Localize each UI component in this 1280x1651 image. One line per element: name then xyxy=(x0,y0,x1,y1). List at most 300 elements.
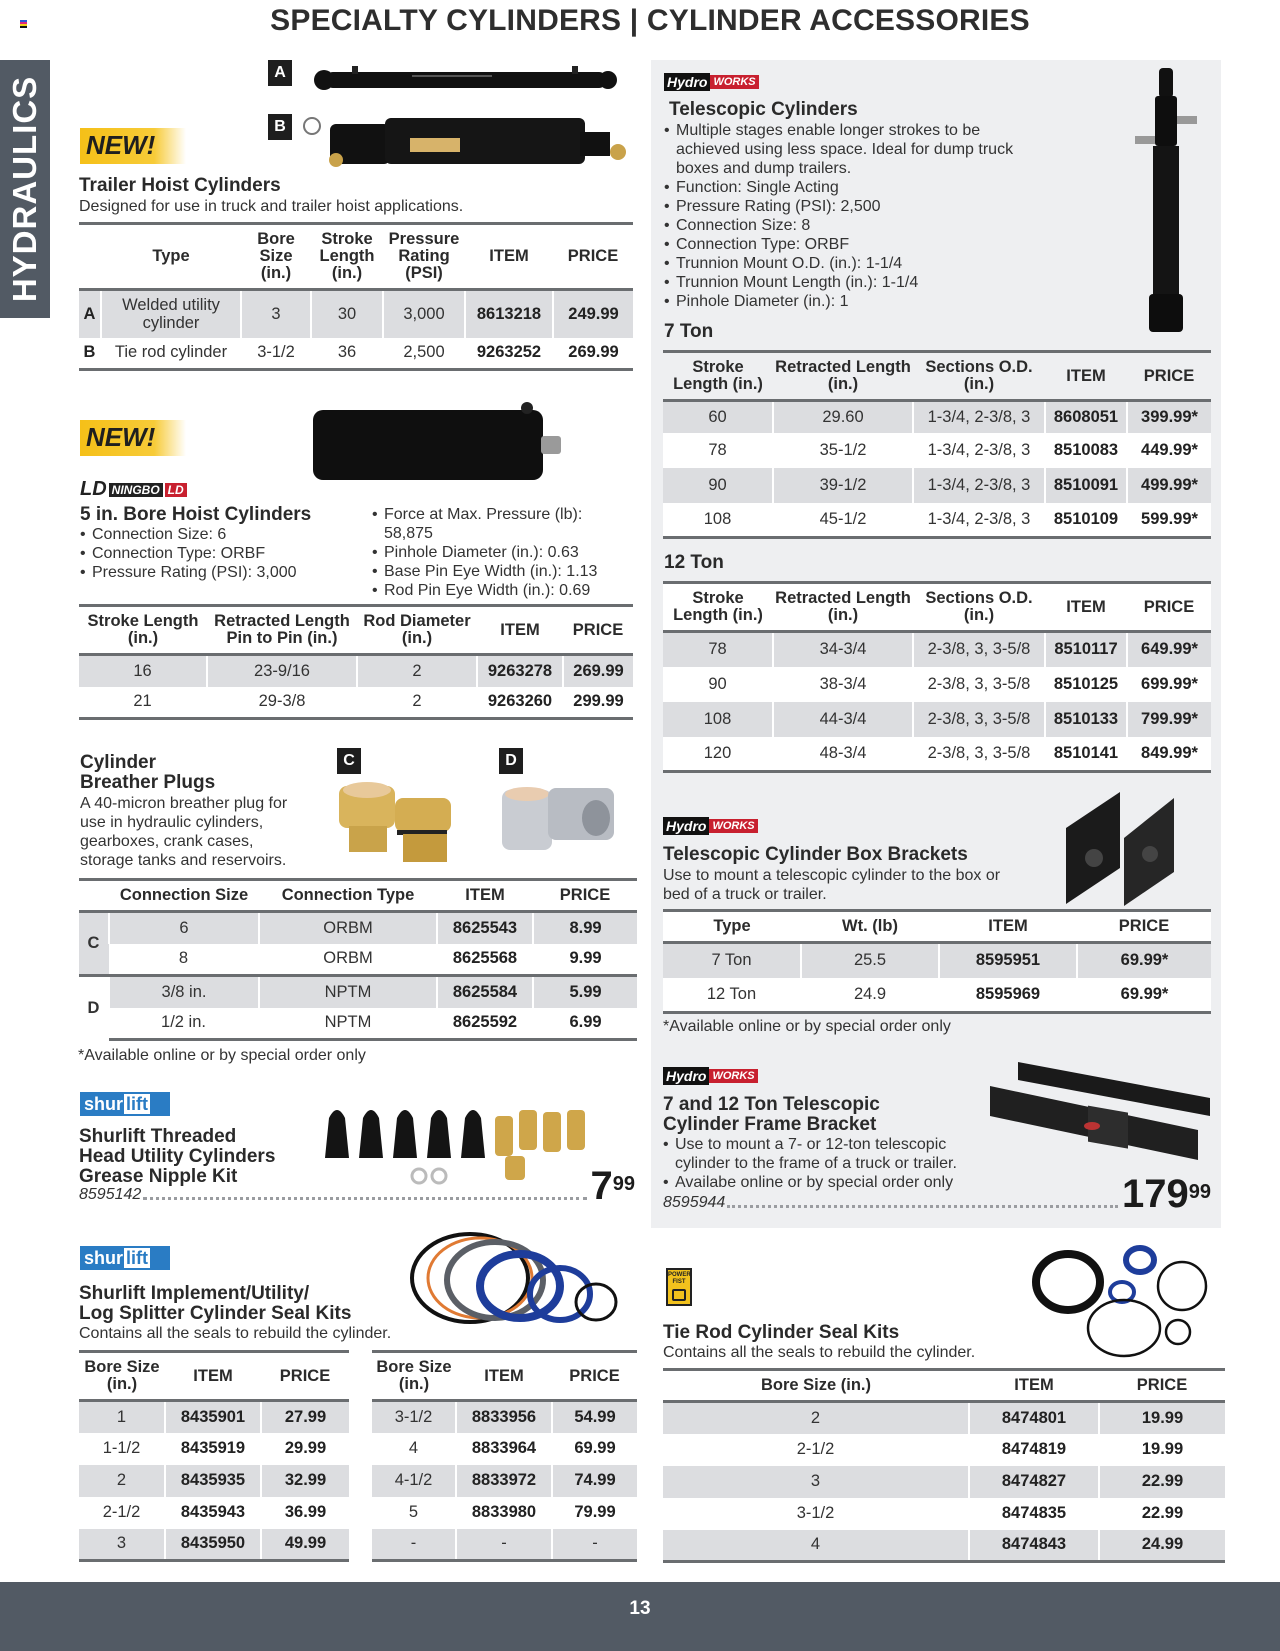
spec-item: • Function: Single Acting xyxy=(664,178,1064,197)
spec-item: • Pinhole Diameter (in.): 0.63 xyxy=(372,543,632,562)
special-order-note: *Available online or by special order only xyxy=(663,1018,951,1035)
cell-stroke: 36 xyxy=(311,338,383,370)
cell-bore: 4 xyxy=(663,1530,969,1562)
table-row xyxy=(79,1433,349,1465)
cell-bore: 3-1/2 xyxy=(796,1504,835,1522)
grease-kit-item-number: 8595142 xyxy=(79,1186,142,1203)
row-label: B xyxy=(79,338,101,370)
price-whole: 179 xyxy=(1122,1172,1189,1216)
cell-price: 499.99* xyxy=(1127,468,1211,503)
twelve-ton-heading: 12 Ton xyxy=(664,552,724,573)
table-row xyxy=(79,655,633,687)
cell-size: 3/8 in. xyxy=(109,976,259,1008)
cell-retracted: 45-1/2 xyxy=(773,503,913,538)
col-header-retracted: Retracted Length (in.) xyxy=(773,352,913,401)
cell-price: 36.99 xyxy=(261,1497,349,1529)
cell-type: NPTM xyxy=(259,976,437,1008)
image-label-c: C xyxy=(337,748,361,774)
col-header-price: PRICE xyxy=(1127,352,1211,401)
section-tab xyxy=(0,60,50,318)
col-header-retracted: Retracted Length (in.) xyxy=(773,583,913,632)
cell-retracted: 38-3/4 xyxy=(773,667,913,702)
cell-item: 8595951 xyxy=(939,943,1077,978)
table-row xyxy=(79,338,633,370)
cell-item: 8474819 xyxy=(969,1434,1099,1466)
col-header-sections: Sections O.D. (in.) xyxy=(913,352,1045,401)
cell-price: 799.99* xyxy=(1127,702,1211,737)
cell-item: 8435935 xyxy=(165,1465,261,1497)
telescopic-7-ton-table xyxy=(663,350,1211,539)
spec-item: • Force at Max. Pressure (lb): 58,875 xyxy=(372,505,632,543)
table-row xyxy=(79,1401,349,1433)
bore-hoist-specs-right xyxy=(372,505,632,600)
cell-item: 8595969 xyxy=(939,978,1077,1013)
col-header-item: ITEM xyxy=(1045,583,1127,632)
table-row xyxy=(663,503,1211,538)
hydroworks-logo-part2: WORKS xyxy=(709,1069,757,1083)
cell-price: 649.99* xyxy=(1127,632,1211,667)
cell-size: 6 xyxy=(109,912,259,944)
col-header-item: ITEM xyxy=(939,911,1077,943)
hydroworks-logo xyxy=(663,816,758,836)
cell-item: 8474843 xyxy=(969,1530,1099,1562)
grease-kit-title-line2: Head Utility Cylinders xyxy=(79,1146,276,1167)
table-row xyxy=(79,912,637,944)
cell-type: 7 Ton xyxy=(663,943,801,978)
welded-cylinder-image xyxy=(312,62,617,96)
cell-item: 8510125 xyxy=(1045,667,1127,702)
shurlift-logo xyxy=(80,1092,170,1116)
cell-price: 6.99 xyxy=(533,1008,637,1040)
tie-rod-seal-description: Contains all the seals to rebuild the cylinder. xyxy=(663,1344,976,1361)
cell-stroke: 21 xyxy=(79,687,207,719)
hydroworks-logo xyxy=(663,1066,758,1086)
cell-rod: 2 xyxy=(357,655,477,687)
frame-bracket-title-line2: Cylinder Frame Bracket xyxy=(663,1114,877,1135)
cell-sections: 2-3/8, 3, 3-5/8 xyxy=(913,702,1045,737)
table-row xyxy=(372,1529,637,1561)
col-header-item: ITEM xyxy=(456,1352,552,1401)
cell-retracted: 29.60 xyxy=(773,401,913,433)
hydroworks-logo xyxy=(664,72,759,92)
cell-price: 29.99 xyxy=(261,1433,349,1465)
image-label-b: B xyxy=(268,114,292,140)
col-header-connection-type: Connection Type xyxy=(259,880,437,912)
group-label-c: C xyxy=(79,912,109,976)
spec-item: • Trunnion Mount Length (in.): 1-1/4 xyxy=(664,273,1064,292)
cell-stroke: 90 xyxy=(663,468,773,503)
cell-price: 449.99* xyxy=(1127,433,1211,468)
seal-kit-title-line1: Shurlift Implement/Utility/ xyxy=(79,1283,310,1304)
cell-retracted: 35-1/2 xyxy=(773,433,913,468)
ld-name: NINGBO xyxy=(109,483,163,497)
seven-ton-heading: 7 Ton xyxy=(664,321,714,342)
cell-item: 8435950 xyxy=(165,1529,261,1561)
trailer-hoist-table xyxy=(79,222,633,371)
cell-price: 19.99 xyxy=(1099,1434,1225,1466)
cell-price: 49.99 xyxy=(261,1529,349,1561)
box-brackets-title: Telescopic Cylinder Box Brackets xyxy=(663,844,968,865)
power-fist-logo xyxy=(666,1268,692,1306)
col-header-price: PRICE xyxy=(1127,583,1211,632)
cell-item: 8510141 xyxy=(1045,737,1127,772)
col-header-weight: Wt. (lb) xyxy=(801,911,939,943)
table-row xyxy=(663,1402,1225,1434)
table-row xyxy=(663,1434,1225,1466)
table-row xyxy=(79,1008,637,1040)
frame-bracket-item-number: 8595944 xyxy=(663,1194,726,1211)
cell-stroke: 78 xyxy=(663,433,773,468)
cell-bore: 2 xyxy=(663,1402,969,1434)
cell-retracted: 48-3/4 xyxy=(773,737,913,772)
grease-kit-title-line1: Shurlift Threaded xyxy=(79,1126,237,1147)
box-bracket-image xyxy=(1062,788,1182,906)
cell-item: 8474835 xyxy=(969,1498,1099,1530)
table-row xyxy=(663,1466,1225,1498)
col-header-item: ITEM xyxy=(1045,352,1127,401)
col-header-item: ITEM xyxy=(969,1370,1099,1402)
seal-kit-image xyxy=(400,1228,630,1328)
cell-retracted: 34-3/4 xyxy=(773,632,913,667)
ningbo-ld-logo xyxy=(80,478,187,501)
cell-bore: 2-1/2 xyxy=(102,1503,141,1521)
leader-dots xyxy=(727,1205,1118,1208)
new-badge: NEW! xyxy=(80,128,186,164)
cell-sections: 1-3/4, 2-3/8, 3 xyxy=(913,503,1045,538)
table-row xyxy=(663,433,1211,468)
cell-item: 9263278 xyxy=(477,655,563,687)
brass-breather-plug-image xyxy=(335,778,475,868)
table-row xyxy=(663,1530,1225,1562)
cell-stroke: 108 xyxy=(663,702,773,737)
cell-bore: 3 xyxy=(79,1529,165,1561)
tie-rod-seal-title: Tie Rod Cylinder Seal Kits xyxy=(663,1322,900,1343)
breather-plugs-table xyxy=(79,878,637,1041)
cell-sections: 1-3/4, 2-3/8, 3 xyxy=(913,433,1045,468)
cell-item: 8435901 xyxy=(165,1401,261,1433)
spec-item: • Connection Type: ORBF xyxy=(664,235,1064,254)
cell-bore: 5 xyxy=(408,1503,419,1521)
cell-price: 79.99 xyxy=(552,1497,637,1529)
grease-kit-price-line xyxy=(79,1164,635,1208)
col-header-bore: Bore Size (in.) xyxy=(663,1370,969,1402)
cell-price: 69.99 xyxy=(552,1433,637,1465)
spec-item: • Trunnion Mount O.D. (in.): 1-1/4 xyxy=(664,254,1064,273)
col-header-bore: Bore Size (in.) xyxy=(241,224,311,290)
bore-hoist-cylinder-image xyxy=(305,402,570,486)
cell-price: - xyxy=(552,1529,637,1561)
table-row xyxy=(79,1465,349,1497)
cell-stroke: 90 xyxy=(663,667,773,702)
cell-price: 27.99 xyxy=(261,1401,349,1433)
cell-item: 8608051 xyxy=(1045,401,1127,433)
cell-sections: 1-3/4, 2-3/8, 3 xyxy=(913,468,1045,503)
col-header-stroke: Stroke Length (in.) xyxy=(663,583,773,632)
spec-item: • Connection Size: 6 xyxy=(80,525,340,544)
cell-size: 1/2 in. xyxy=(109,1008,259,1040)
shurlift-logo-part2: lift xyxy=(126,1248,149,1268)
cell-item: 9263252 xyxy=(465,338,553,370)
cell-item: 8510091 xyxy=(1045,468,1127,503)
cell-item: 8474827 xyxy=(969,1466,1099,1498)
cell-weight: 24.9 xyxy=(801,978,939,1013)
cell-price: 74.99 xyxy=(552,1465,637,1497)
cell-bore: 3 xyxy=(663,1466,969,1498)
section-tab-label: HYDRAULICS xyxy=(6,75,43,303)
tie-rod-seal-kit-image xyxy=(1032,1238,1212,1358)
bore-hoist-title: 5 in. Bore Hoist Cylinders xyxy=(80,504,312,525)
steel-breather-plug-image xyxy=(498,780,623,860)
shurlift-logo-part1: shur xyxy=(84,1248,124,1268)
cell-price: 9.99 xyxy=(533,944,637,976)
col-header-connection-size: Connection Size xyxy=(109,880,259,912)
col-header-item: ITEM xyxy=(477,606,563,655)
table-row xyxy=(79,1497,349,1529)
cell-retracted: 44-3/4 xyxy=(773,702,913,737)
cell-weight: 25.5 xyxy=(801,943,939,978)
hydroworks-logo-part1: Hydro xyxy=(663,1067,709,1085)
cell-item: 8510083 xyxy=(1045,433,1127,468)
shurlift-logo xyxy=(80,1246,170,1270)
table-row xyxy=(372,1401,637,1433)
page-number: 13 xyxy=(629,1598,651,1619)
frame-bracket-price xyxy=(1122,1172,1211,1216)
table-row xyxy=(372,1497,637,1529)
col-header-type: Type xyxy=(663,911,801,943)
breather-description: A 40-micron breather plug for use in hydraulic cylinders, gearboxes, crank cases, storage tanks and reservoirs. xyxy=(80,795,288,869)
cell-item: 8435943 xyxy=(165,1497,261,1529)
cell-item: 8435919 xyxy=(165,1433,261,1465)
table-row xyxy=(79,944,637,976)
spec-item: • Pressure Rating (PSI): 2,500 xyxy=(664,197,1064,216)
table-row xyxy=(663,667,1211,702)
hydroworks-logo-part2: WORKS xyxy=(710,75,758,89)
price-cents: 99 xyxy=(1188,1181,1211,1203)
frame-bracket-image xyxy=(988,1058,1213,1163)
table-row xyxy=(79,976,637,1008)
col-header-price: PRICE xyxy=(261,1352,349,1401)
table-row xyxy=(663,468,1211,503)
col-header-stroke: Stroke Length (in.) xyxy=(311,224,383,290)
cell-sections: 2-3/8, 3, 3-5/8 xyxy=(913,737,1045,772)
cell-pressure: 2,500 xyxy=(383,338,465,370)
cell-price: 32.99 xyxy=(261,1465,349,1497)
cell-price: 5.99 xyxy=(533,976,637,1008)
box-brackets-table xyxy=(663,909,1211,1014)
breather-title-line1: Cylinder xyxy=(80,752,157,773)
price-cents: 99 xyxy=(612,1173,635,1195)
col-header-item: ITEM xyxy=(165,1352,261,1401)
cell-pressure: 3,000 xyxy=(383,290,465,338)
cell-bore: 2-1/2 xyxy=(796,1440,835,1458)
frame-bracket-price-line xyxy=(663,1172,1211,1216)
power-fist-logo-line1: POWER xyxy=(668,1272,691,1278)
image-label-a: A xyxy=(268,60,292,86)
box-brackets-description: Use to mount a telescopic cylinder to the box or bed of a truck or trailer. xyxy=(663,867,1001,903)
breather-title-line2: Breather Plugs xyxy=(80,772,216,793)
cell-type: ORBM xyxy=(259,944,437,976)
table-row xyxy=(663,978,1211,1013)
col-header-item: ITEM xyxy=(437,880,533,912)
cell-price: 269.99 xyxy=(553,338,633,370)
cell-stroke: 108 xyxy=(663,503,773,538)
cell-size: 8 xyxy=(178,949,189,968)
cell-item: - xyxy=(456,1529,552,1561)
table-row xyxy=(79,687,633,719)
cell-retracted: 29-3/8 xyxy=(207,687,357,719)
table-row xyxy=(663,632,1211,667)
price-whole: 7 xyxy=(590,1164,613,1208)
shurlift-seal-table-left xyxy=(79,1350,349,1562)
seal-kit-description: Contains all the seals to rebuild the cylinder. xyxy=(79,1325,392,1342)
page-title: SPECIALTY CYLINDERS | CYLINDER ACCESSORIES xyxy=(270,4,1030,37)
col-header-label xyxy=(79,880,109,912)
ld-suffix: LD xyxy=(165,483,187,497)
cell-sections: 2-3/8, 3, 3-5/8 xyxy=(913,667,1045,702)
col-header-price: PRICE xyxy=(533,880,637,912)
spec-item: • Connection Type: ORBF xyxy=(80,544,340,563)
spec-item: • Rod Pin Eye Width (in.): 0.69 xyxy=(372,581,632,600)
cell-stroke: 78 xyxy=(663,632,773,667)
grease-kit-price xyxy=(590,1164,636,1208)
image-label-d: D xyxy=(499,748,523,774)
cell-price: 69.99* xyxy=(1077,978,1211,1013)
col-header-retracted: Retracted Length Pin to Pin (in.) xyxy=(207,606,357,655)
cell-price: 599.99* xyxy=(1127,503,1211,538)
spec-item: • Pressure Rating (PSI): 3,000 xyxy=(80,563,340,582)
spec-item: • Connection Size: 8 xyxy=(664,216,1064,235)
tie-rod-cylinder-image xyxy=(300,110,635,182)
col-header-price: PRICE xyxy=(563,606,633,655)
telescopic-specs xyxy=(664,121,1064,311)
table-row xyxy=(79,290,633,338)
cell-price: 269.99 xyxy=(563,655,633,687)
cell-price: 299.99 xyxy=(563,687,633,719)
col-header-bore: Bore Size (in.) xyxy=(372,1352,456,1401)
grease-kit-title-line3: Grease Nipple Kit xyxy=(79,1166,238,1187)
seal-kit-title-line2: Log Splitter Cylinder Seal Kits xyxy=(79,1303,352,1324)
cell-item: 8833956 xyxy=(456,1401,552,1433)
page-footer xyxy=(0,1582,1280,1651)
col-header-price: PRICE xyxy=(1077,911,1211,943)
table-row xyxy=(663,1498,1225,1530)
cell-item: 9263260 xyxy=(477,687,563,719)
shurlift-logo-part1: shur xyxy=(84,1094,124,1114)
cell-type: NPTM xyxy=(259,1008,437,1040)
cell-bore: 4 xyxy=(408,1439,419,1457)
col-header-type: Type xyxy=(101,224,241,290)
frame-bracket-title-line1: 7 and 12 Ton Telescopic xyxy=(663,1094,880,1115)
cell-type: Tie rod cylinder xyxy=(101,338,241,370)
cell-price: 19.99 xyxy=(1099,1402,1225,1434)
cell-retracted: 23-9/16 xyxy=(207,655,357,687)
cell-stroke: 60 xyxy=(663,401,773,433)
cell-item: 8625543 xyxy=(437,912,533,944)
telescopic-title: Telescopic Cylinders xyxy=(669,99,858,120)
table-row xyxy=(663,702,1211,737)
table-row xyxy=(663,737,1211,772)
special-order-note: *Available online or by special order only xyxy=(78,1047,366,1064)
col-header-bore: Bore Size (in.) xyxy=(79,1352,165,1401)
cell-item: 8833972 xyxy=(456,1465,552,1497)
cell-price: 22.99 xyxy=(1099,1498,1225,1530)
cell-rod: 2 xyxy=(357,687,477,719)
cell-bore: 1 xyxy=(79,1401,165,1433)
cell-price: 69.99* xyxy=(1077,943,1211,978)
cell-bore: - xyxy=(372,1529,456,1561)
cell-item: 8474801 xyxy=(969,1402,1099,1434)
table-row xyxy=(663,943,1211,978)
hydroworks-logo-part2: WORKS xyxy=(709,819,757,833)
cell-item: 8625592 xyxy=(437,1008,533,1040)
shurlift-seal-table-right xyxy=(372,1350,637,1562)
cell-price: 24.99 xyxy=(1099,1530,1225,1562)
table-row xyxy=(372,1433,637,1465)
cell-type: ORBM xyxy=(259,912,437,944)
cell-retracted: 39-1/2 xyxy=(773,468,913,503)
hydroworks-logo-part1: Hydro xyxy=(663,817,709,835)
cell-bore: 3-1/2 xyxy=(372,1401,456,1433)
cell-price: 249.99 xyxy=(553,290,633,338)
group-label-d: D xyxy=(79,976,109,1040)
cell-type: 12 Ton xyxy=(663,978,801,1013)
cell-sections: 1-3/4, 2-3/8, 3 xyxy=(913,401,1045,433)
cell-item: 8833964 xyxy=(456,1433,552,1465)
cell-stroke: 16 xyxy=(79,655,207,687)
cell-bore: 2 xyxy=(79,1465,165,1497)
col-header-sections: Sections O.D. (in.) xyxy=(913,583,1045,632)
bore-hoist-table xyxy=(79,604,633,720)
cell-item: 8510117 xyxy=(1045,632,1127,667)
col-header-stroke: Stroke Length (in.) xyxy=(79,606,207,655)
cell-price: 22.99 xyxy=(1099,1466,1225,1498)
spec-item: • Use to mount a 7- or 12-ton telescopic cylinder to the frame of a truck or trailer. xyxy=(663,1135,993,1173)
trailer-hoist-description: Designed for use in truck and trailer hoist applications. xyxy=(79,198,464,215)
cell-price: 849.99* xyxy=(1127,737,1211,772)
table-row xyxy=(372,1465,637,1497)
cell-stroke: 120 xyxy=(663,737,773,772)
cell-stroke: 30 xyxy=(311,290,383,338)
cell-item: 8613218 xyxy=(465,290,553,338)
col-header-price: PRICE xyxy=(553,224,633,290)
spec-item: • Base Pin Eye Width (in.): 1.13 xyxy=(372,562,632,581)
fist-icon xyxy=(672,1289,686,1301)
cell-bore: 1-1/2 xyxy=(102,1439,141,1457)
col-header-stroke: Stroke Length (in.) xyxy=(663,352,773,401)
cell-sections: 2-3/8, 3, 3-5/8 xyxy=(913,632,1045,667)
cell-price: 8.99 xyxy=(533,912,637,944)
col-header-price: PRICE xyxy=(552,1352,637,1401)
col-header-price: PRICE xyxy=(1099,1370,1225,1402)
power-fist-logo-line2: FIST xyxy=(672,1279,686,1285)
hydroworks-logo-part1: Hydro xyxy=(664,73,710,91)
bore-hoist-specs-left xyxy=(80,525,340,582)
cell-price: 399.99* xyxy=(1127,401,1211,433)
col-header-rod: Rod Diameter (in.) xyxy=(357,606,477,655)
cell-bore: 3-1/2 xyxy=(241,338,311,370)
tie-rod-seal-table xyxy=(663,1368,1225,1563)
cell-bore: 4-1/2 xyxy=(372,1465,456,1497)
spec-item: • Availabe online or by special order only xyxy=(663,1173,993,1192)
col-header-label xyxy=(79,224,101,290)
table-row xyxy=(79,1529,349,1561)
cell-item: 8625584 xyxy=(437,976,533,1008)
cell-bore: 3 xyxy=(241,290,311,338)
spec-item: • Multiple stages enable longer strokes to be achieved using less space. Ideal for dump truck boxes and dump trailers. xyxy=(664,121,1044,178)
row-label: A xyxy=(79,290,101,338)
cell-item: 8510133 xyxy=(1045,702,1127,737)
telescopic-cylinder-image xyxy=(1125,66,1205,336)
